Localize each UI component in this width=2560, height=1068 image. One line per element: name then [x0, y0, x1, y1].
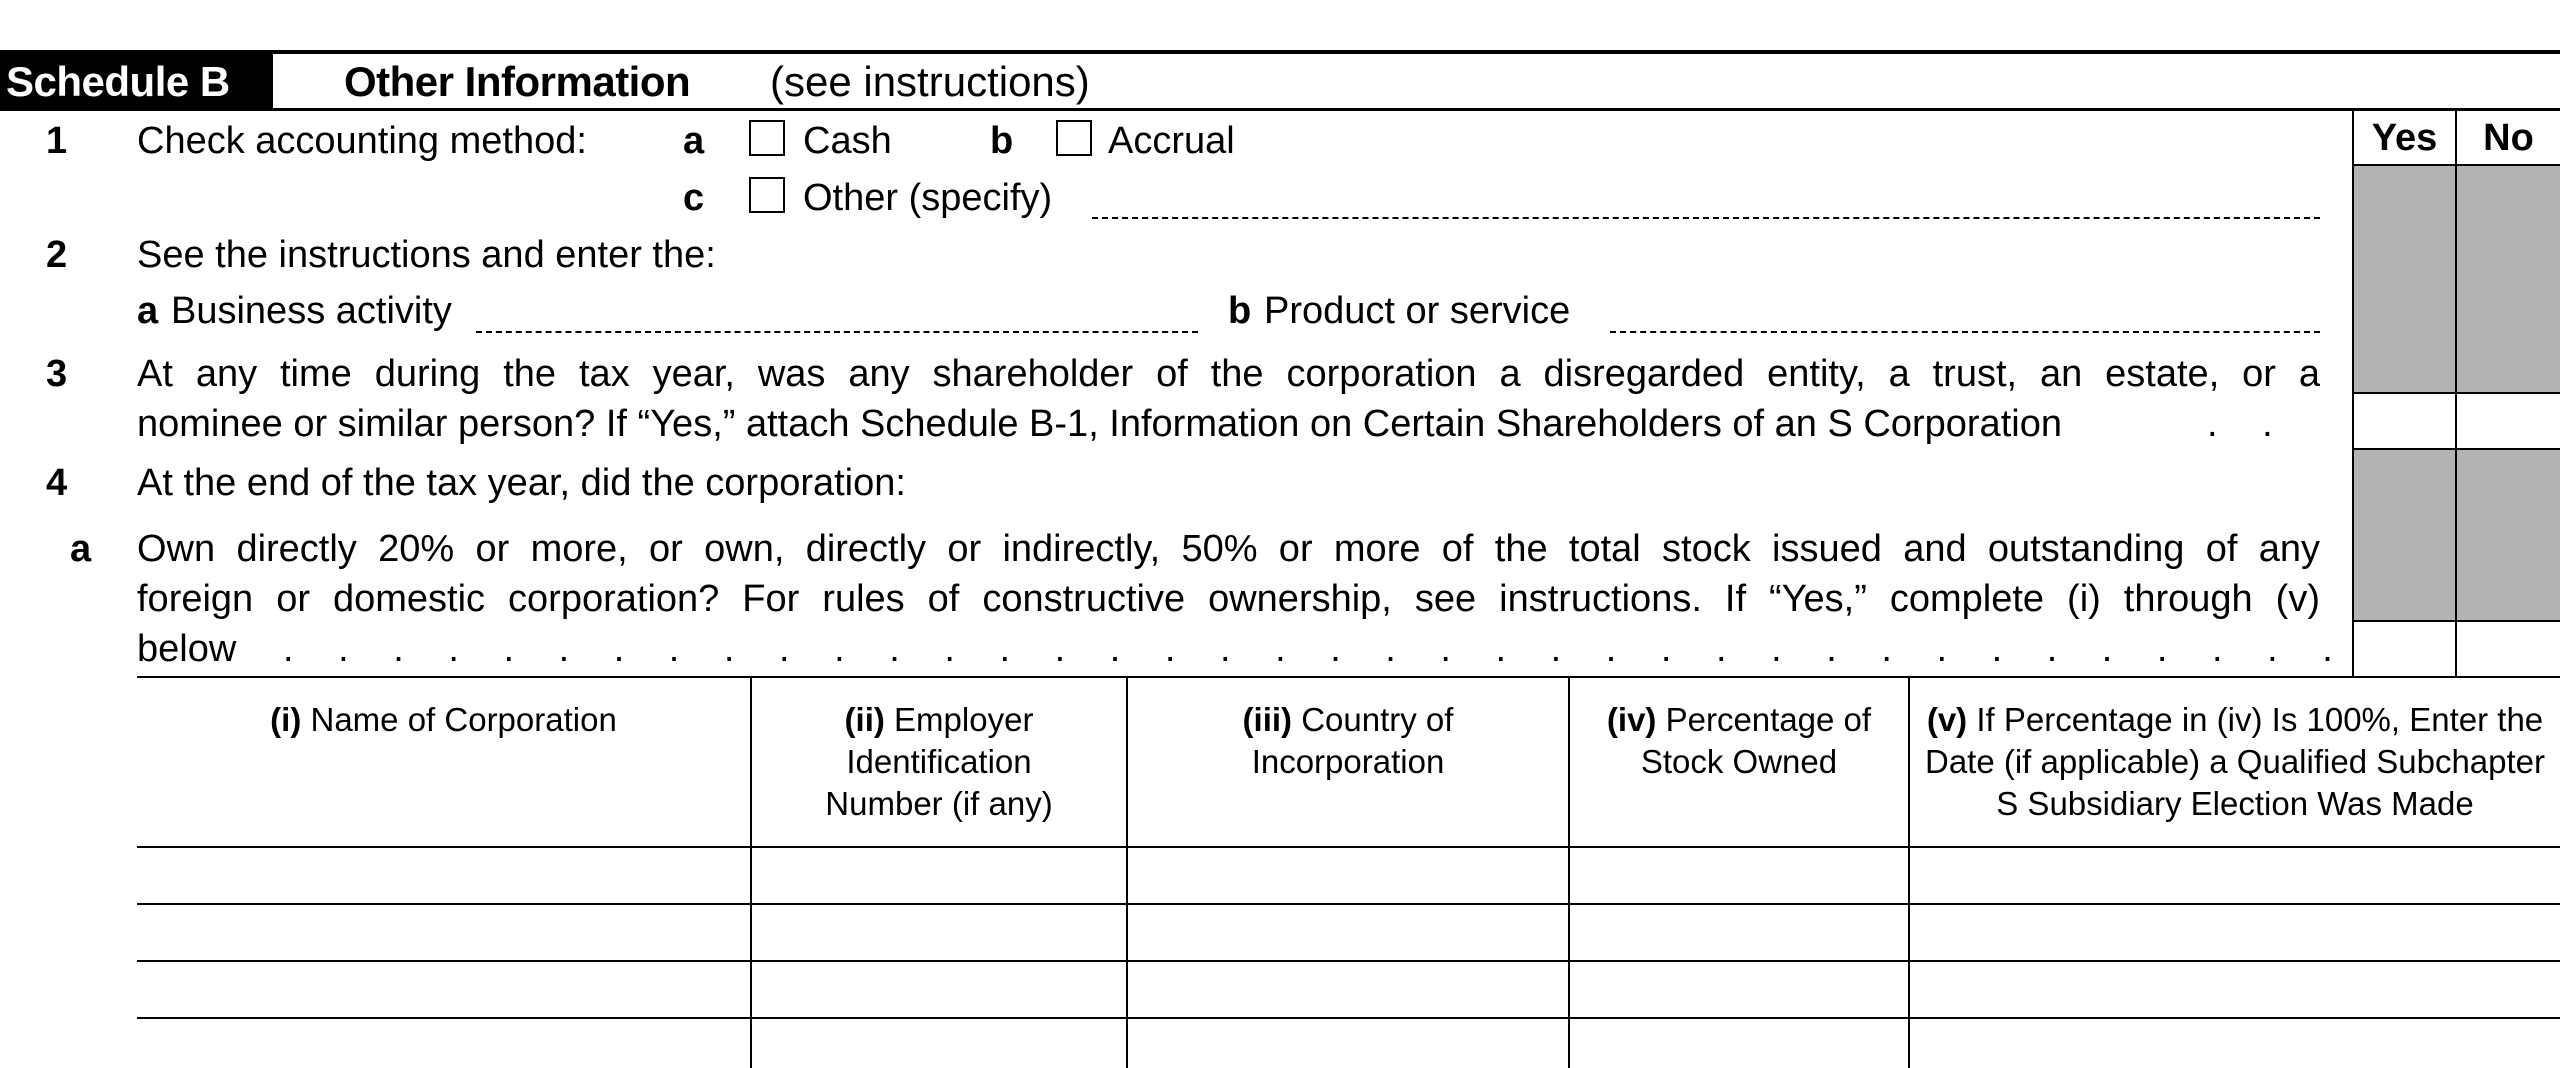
table-top-rule [137, 676, 2560, 678]
line1-number: 1 [46, 120, 68, 162]
line4a-text-line1: Own directly 20% or more, or own, directly or indirectly, 50% or more of the total stock issued and outstanding of any [137, 528, 2320, 570]
line2-number: 2 [46, 234, 68, 276]
line3-text-line1: At any time during the tax year, was any shareholder of the corporation a disregarded entity, a trust, an estate, or a [137, 353, 2320, 395]
no-header: No [2483, 117, 2534, 159]
yes-header: Yes [2371, 117, 2438, 159]
cash-checkbox[interactable] [749, 120, 785, 156]
section-subtitle: (see instructions) [770, 58, 1090, 105]
line4a-yes-checkbox[interactable] [2354, 622, 2455, 676]
product-service-field[interactable] [1610, 331, 2320, 333]
line4-number: 4 [46, 462, 68, 504]
product-service-label: Product or service [1264, 290, 1571, 332]
accrual-label: Accrual [1108, 120, 1235, 162]
header-bottom-rule [0, 108, 2560, 111]
line2-b-letter: b [1228, 290, 1252, 332]
shaded-cell-yes-4 [2354, 450, 2455, 620]
table-row[interactable] [137, 848, 750, 903]
table-row[interactable] [137, 905, 750, 960]
col-header-country: (iii) Country of Incorporation [1242, 701, 1454, 780]
table-row[interactable] [137, 962, 750, 1017]
col-header-ein: (ii) Employer Identification Number (if any) [825, 701, 1053, 822]
other-specify-field[interactable] [1092, 217, 2320, 219]
line1-c-letter: c [683, 177, 705, 219]
line1-text: Check accounting method: [137, 120, 587, 162]
line2-a-letter: a [137, 290, 159, 332]
col-header-name: (i) Name of Corporation [270, 701, 617, 738]
line3-question [137, 349, 2320, 399]
shaded-cell-no-1-2 [2457, 166, 2560, 392]
col-header-qsub-date: (v) If Percentage in (iv) Is 100%, Enter the Date (if applicable) a Qualified Subchapter S Subsidiary Election Was Made [1924, 701, 2546, 822]
line3-no-checkbox[interactable] [2457, 394, 2560, 448]
line1-a-letter: a [683, 120, 705, 162]
line4a-letter: a [70, 528, 92, 570]
line3-number: 3 [46, 353, 68, 395]
shaded-cell-yes-1-2 [2354, 166, 2455, 392]
schedule-label: Schedule B [6, 58, 230, 105]
table-row[interactable] [137, 1019, 750, 1068]
line4a-text-line3: below [137, 628, 237, 670]
line4a-leader-dots: . . . . . . . . . . . . . . . . . . . . . . . . . . . . . . . . . . . . . . [283, 628, 2350, 670]
business-activity-field[interactable] [476, 331, 1198, 333]
shaded-cell-no-4 [2457, 450, 2560, 620]
other-checkbox[interactable] [749, 177, 785, 213]
line4a-no-checkbox[interactable] [2457, 622, 2560, 676]
line3-yes-checkbox[interactable] [2354, 394, 2455, 448]
col-header-percentage: (iv) Percentage of Stock Owned [1606, 701, 1872, 780]
accrual-checkbox[interactable] [1056, 120, 1092, 156]
line1-b-letter: b [990, 120, 1014, 162]
line2-text: See the instructions and enter the: [137, 234, 716, 276]
line4-text: At the end of the tax year, did the corporation: [137, 462, 906, 504]
line4a-question [137, 524, 2320, 624]
cash-label: Cash [803, 120, 892, 162]
section-title: Other Information [344, 58, 691, 105]
line3-leader-dots: . . [2207, 403, 2290, 445]
other-label: Other (specify) [803, 177, 1053, 219]
line3-text-line2: nominee or similar person? If “Yes,” attach Schedule B-1, Information on Certain Shareholders of an S Corporation [137, 403, 2062, 445]
line4a-text-line2: foreign or domestic corporation? For rules of constructive ownership, see instructions. If “Yes,” complete (i) through (v) [137, 578, 2320, 620]
business-activity-label: Business activity [171, 290, 452, 332]
